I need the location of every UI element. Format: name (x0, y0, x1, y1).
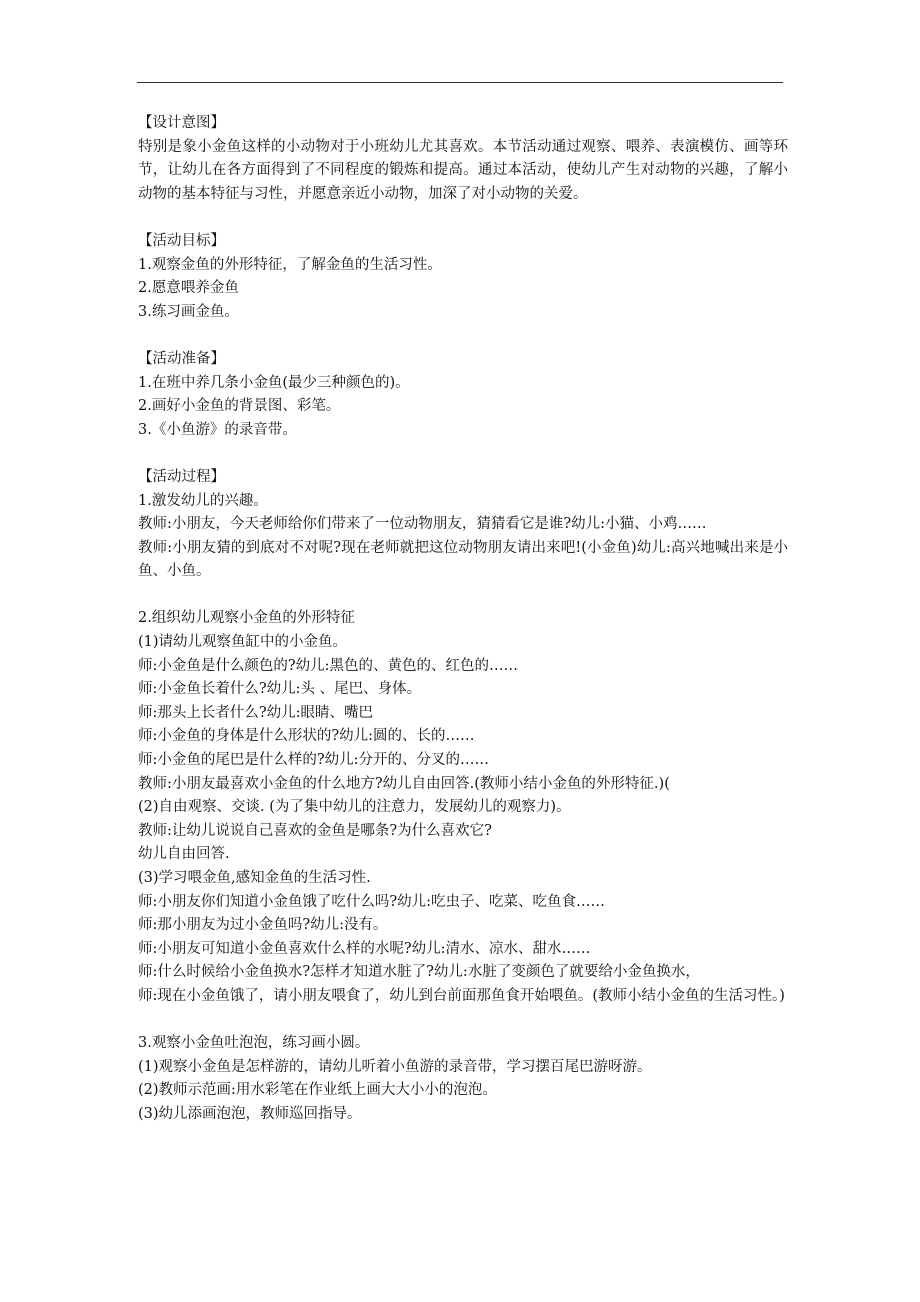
dialogue-line: 师:小朋友可知道小金鱼喜欢什么样的水呢?幼儿:清水、凉水、甜水…… (138, 940, 591, 957)
design-paragraph: 特别是象小金鱼这样的小动物对于小班幼儿尤其喜欢。本节活动通过观察、喂养、表演模仿、画等环节，让幼儿在各方面得到了不同程度的锻炼和提高。通过本活动，使幼儿产生对动物的兴趣，了解小动物的基本特征与习性，并愿意亲近小动物，加深了对小动物的关爱。 (138, 138, 788, 202)
section-heading-goals: 【活动目标】 (138, 232, 225, 249)
header-rule (137, 82, 783, 83)
document-body (138, 112, 788, 1127)
section-heading-process: 【活动过程】 (138, 468, 225, 485)
dialogue-line: 教师:让幼儿说说自己喜欢的金鱼是哪条?为什么喜欢它? (138, 822, 492, 839)
dialogue-line: 师:小金鱼长着什么?幼儿:头 、尾巴、身体。 (138, 681, 422, 698)
section-heading-prep: 【活动准备】 (138, 350, 225, 367)
dialogue-line: (1)观察小金鱼是怎样游的，请幼儿听着小鱼游的录音带，学习摆百尾巴游呀游。 (138, 1058, 652, 1075)
dialogue-line: 师:小金鱼是什么颜色的?幼儿:黑色的、黄色的、红色的…… (138, 657, 519, 674)
step-title: 1.激发幼儿的兴趣。 (138, 492, 268, 509)
dialogue-line: 教师:小朋友最喜欢小金鱼的什么地方?幼儿自由回答.(教师小结小金鱼的外形特征.)( (138, 775, 670, 792)
dialogue-line: 教师:小朋友，今天老师给你们带来了一位动物朋友，猜猜看它是谁?幼儿:小猫、小鸡…… (138, 516, 707, 533)
prep-item: 1.在班中养几条小金鱼(最少三种颜色的)。 (138, 374, 410, 391)
dialogue-line: (2)自由观察、交谈. (为了集中幼儿的注意力，发展幼儿的观察力)。 (138, 799, 571, 816)
dialogue-line: 教师:小朋友猜的到底对不对呢?现在老师就把这位动物朋友请出来吧!(小金鱼)幼儿:高兴地喊出来是小鱼、小鱼。 (138, 539, 788, 580)
dialogue-line: (3)幼儿添画泡泡，教师巡回指导。 (138, 1105, 362, 1122)
dialogue-line: 师:那小朋友为过小金鱼吗?幼儿:没有。 (138, 917, 388, 934)
section-heading-design: 【设计意图】 (138, 115, 225, 131)
step-title: 3.观察小金鱼吐泡泡，练习画小圆。 (138, 1035, 370, 1052)
goal-item: 3.练习画金鱼。 (138, 303, 239, 320)
dialogue-line: 师:什么时候给小金鱼换水?怎样才知道水脏了?幼儿:水脏了变颜色了就要给小金鱼换水， (138, 964, 700, 981)
step-title: 2.组织幼儿观察小金鱼的外形特征 (138, 610, 355, 627)
dialogue-line: 师:小朋友你们知道小金鱼饿了吃什么吗?幼儿:吃虫子、吃菜、吃鱼食…… (138, 893, 606, 910)
dialogue-line: 师:那头上长者什么?幼儿:眼睛、嘴巴 (138, 704, 374, 721)
dialogue-line: 师:小金鱼的身体是什么形状的?幼儿:圆的、长的…… (138, 728, 475, 745)
dialogue-line: (3)学习喂金鱼,感知金鱼的生活习性. (138, 870, 371, 886)
dialogue-line: 师:小金鱼的尾巴是什么样的?幼儿:分开的、分叉的…… (138, 752, 490, 769)
goal-item: 2.愿意喂养金鱼 (138, 280, 239, 297)
dialogue-line: 幼儿自由回答. (138, 846, 230, 863)
prep-item: 2.画好小金鱼的背景图、彩笔。 (138, 398, 341, 415)
dialogue-line: 师:现在小金鱼饿了，请小朋友喂食了，幼儿到台前面那鱼食开始喂鱼。(教师小结小金鱼的生活习性。) (138, 987, 785, 1004)
prep-item: 3.《小鱼游》的录音带。 (138, 421, 297, 438)
goal-item: 1.观察金鱼的外形特征，了解金鱼的生活习性。 (138, 256, 442, 273)
dialogue-line: (2)教师示范画:用水彩笔在作业纸上画大大小小的泡泡。 (138, 1082, 497, 1099)
dialogue-line: (1)请幼儿观察鱼缸中的小金鱼。 (138, 634, 348, 651)
